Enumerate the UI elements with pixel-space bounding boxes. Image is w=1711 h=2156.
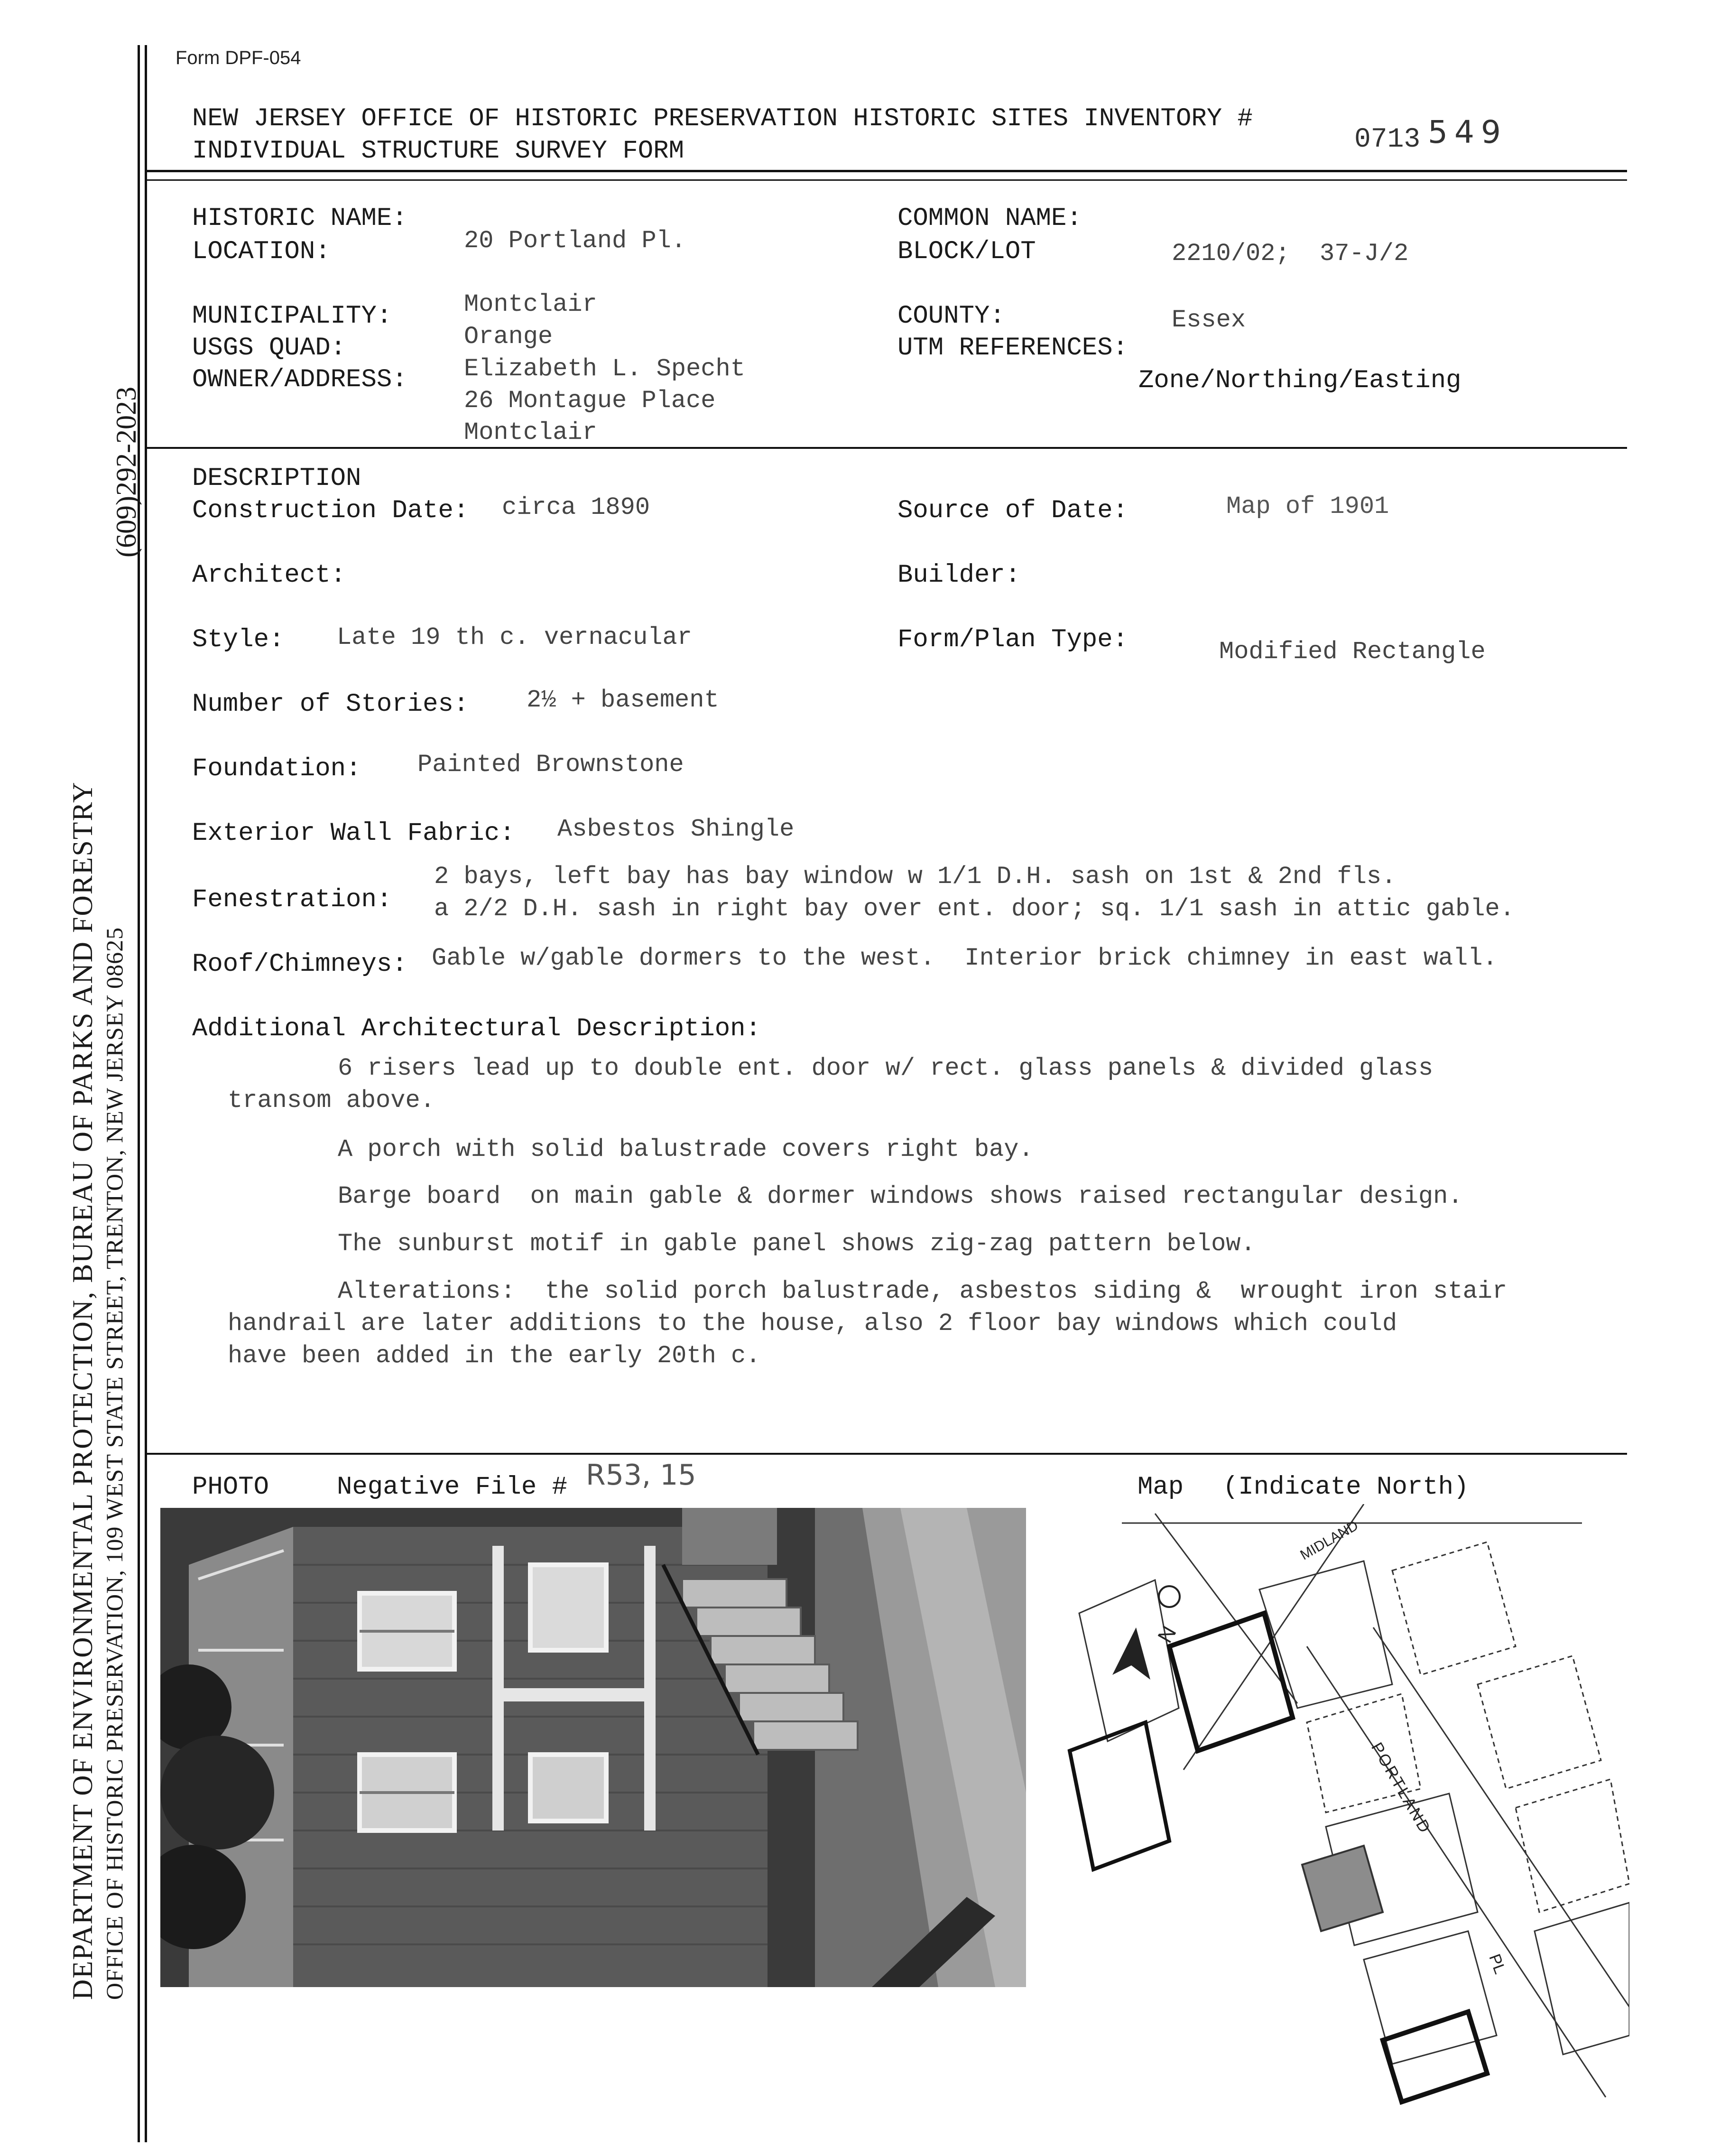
map-street-midland: MIDLAND — [1297, 1517, 1361, 1563]
left-border-rule-outer — [138, 45, 140, 2142]
usgs-quad-label: USGS QUAD: — [192, 334, 346, 362]
wall-fabric-value: Asbestos Shingle — [557, 815, 795, 843]
county-label: COUNTY: — [897, 302, 1005, 331]
form-plan-value: Modified Rectangle — [1219, 638, 1486, 666]
county-value: Essex — [1172, 306, 1246, 334]
additional-p5-line-1: Alterations: the solid porch balustrade, asbestos siding & wrought iron stair — [338, 1277, 1508, 1305]
site-map — [1060, 1504, 1629, 2116]
section-rule-1 — [147, 447, 1627, 449]
foundation-value: Painted Brownstone — [417, 751, 684, 779]
negative-file-label: Negative File # — [337, 1473, 568, 1502]
header-line-2: INDIVIDUAL STRUCTURE SURVEY FORM — [192, 137, 684, 166]
site-map-drawing — [1060, 1504, 1629, 2116]
location-value: 20 Portland Pl. — [464, 227, 686, 255]
section-rule-2 — [147, 1453, 1627, 1455]
map-street-pl: PL — [1485, 1952, 1509, 1977]
fenestration-line-2: a 2/2 D.H. sash in right bay over ent. door; sq. 1/1 sash in attic gable. — [434, 895, 1515, 923]
inventory-prefix: 0713 — [1354, 124, 1421, 155]
usgs-quad-value: Orange — [464, 323, 553, 351]
additional-p1-line-1: 6 risers lead up to double ent. door w/ rect. glass panels & divided glass — [338, 1054, 1434, 1082]
map-label: Map — [1138, 1473, 1184, 1502]
sidebar-phone: (609)292-2023 — [111, 387, 142, 558]
municipality-label: MUNICIPALITY: — [192, 302, 392, 331]
additional-p1-line-2: transom above. — [228, 1087, 435, 1115]
wall-fabric-label: Exterior Wall Fabric: — [192, 819, 515, 848]
utm-subhead: Zone/Northing/Easting — [1138, 366, 1461, 395]
additional-p5-line-2: handrail are later additions to the house, also 2 floor bay windows which could — [228, 1310, 1397, 1338]
header-line-1: NEW JERSEY OFFICE OF HISTORIC PRESERVATION HISTORIC SITES INVENTORY # — [192, 104, 1253, 133]
owner-city-value: Montclair — [464, 418, 597, 446]
style-label: Style: — [192, 625, 285, 654]
additional-p3: Barge board on main gable & dormer windows shows raised rectangular design. — [338, 1182, 1463, 1210]
fenestration-label: Fenestration: — [192, 885, 392, 914]
additional-p5-line-3: have been added in the early 20th c. — [228, 1342, 761, 1370]
map-street-portland: PORTLAND — [1368, 1739, 1435, 1838]
additional-description-label: Additional Architectural Description: — [192, 1014, 761, 1043]
roof-chimneys-label: Roof/Chimneys: — [192, 950, 407, 979]
construction-date-label: Construction Date: — [192, 496, 469, 525]
house-photograph — [160, 1508, 1026, 1987]
header-rule-2 — [147, 179, 1627, 181]
sidebar-department: DEPARTMENT OF ENVIRONMENTAL PROTECTION, BUREAU OF PARKS AND FORESTRY — [67, 781, 98, 2000]
form-id: Form DPF-054 — [176, 47, 301, 68]
builder-label: Builder: — [897, 561, 1021, 590]
additional-p2: A porch with solid balustrade covers right bay. — [338, 1135, 1034, 1163]
inventory-number: 549 — [1428, 114, 1508, 150]
stories-label: Number of Stories: — [192, 690, 469, 719]
source-of-date-value: Map of 1901 — [1226, 493, 1389, 520]
photo-label: PHOTO — [192, 1473, 269, 1502]
owner-name-value: Elizabeth L. Specht — [464, 355, 745, 383]
left-border-rule-inner — [145, 45, 147, 2142]
house-photograph-drawing — [160, 1508, 1026, 1987]
block-lot-value: 2210/02; 37-J/2 — [1172, 240, 1409, 268]
municipality-value: Montclair — [464, 290, 597, 318]
construction-date-value: circa 1890 — [502, 493, 650, 521]
header-rule-1 — [147, 170, 1627, 172]
fenestration-line-1: 2 bays, left bay has bay window w 1/1 D.H. sash on 1st & 2nd fls. — [434, 863, 1397, 891]
form-plan-label: Form/Plan Type: — [897, 625, 1128, 654]
utm-label: UTM REFERENCES: — [897, 334, 1128, 362]
roof-chimneys-value: Gable w/gable dormers to the west. Interior brick chimney in east wall. — [432, 944, 1498, 972]
stories-value: 2½ + basement — [527, 686, 719, 714]
map-north-letter: N — [1153, 1622, 1181, 1647]
map-note: (Indicate North) — [1223, 1473, 1469, 1502]
description-heading: DESCRIPTION — [192, 464, 361, 493]
architect-label: Architect: — [192, 561, 346, 590]
foundation-label: Foundation: — [192, 754, 361, 783]
location-label: LOCATION: — [192, 237, 331, 266]
additional-p4: The sunburst motif in gable panel shows zig-zag pattern below. — [338, 1230, 1256, 1258]
style-value: Late 19 th c. vernacular — [337, 623, 692, 651]
owner-street-value: 26 Montague Place — [464, 387, 716, 415]
sidebar-office: OFFICE OF HISTORIC PRESERVATION, 109 WEST STATE STREET, TRENTON, NEW JERSEY 08625 — [101, 927, 128, 2000]
negative-file-number: R53, 15 — [586, 1459, 696, 1492]
owner-label: OWNER/ADDRESS: — [192, 365, 407, 394]
source-of-date-label: Source of Date: — [897, 496, 1128, 525]
historic-name-label: HISTORIC NAME: — [192, 204, 407, 233]
common-name-label: COMMON NAME: — [897, 204, 1082, 233]
block-lot-label: BLOCK/LOT — [897, 237, 1036, 266]
